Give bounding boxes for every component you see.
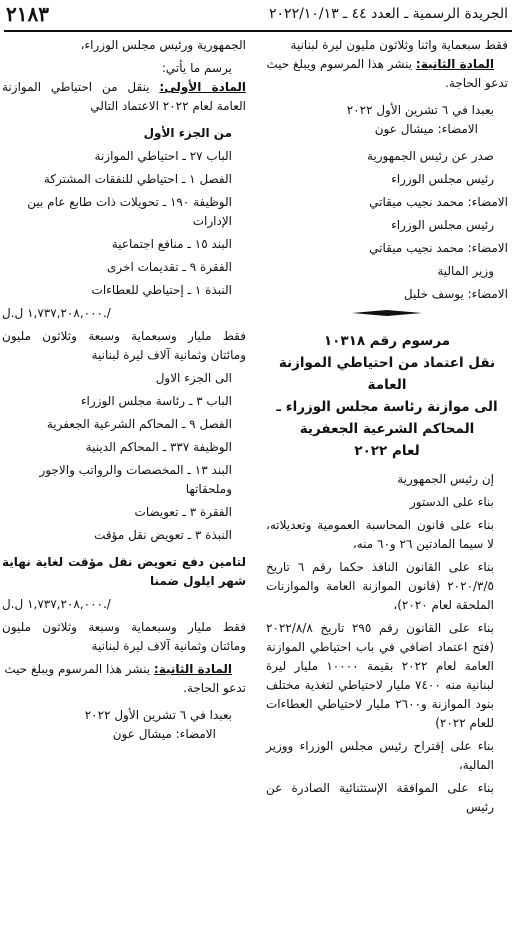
article-2-left-cont: تدعو الحاجة. xyxy=(183,681,246,695)
signature-pm: الامضاء: محمد نجيب ميقاتي xyxy=(369,195,508,209)
article-1 xyxy=(2,78,246,116)
article-2-left-text: ينشر هذا المرسوم ويبلغ حيث xyxy=(4,662,154,676)
decree-title-line-3: المحاكم الشرعية الجعفرية xyxy=(299,421,475,437)
part-1-heading: من الجزء الأول xyxy=(143,126,232,140)
item-15: البند ١٥ ـ منافع اجتماعية xyxy=(111,237,232,251)
amount-1: ١,٧٣٧,٢٠٨,٠٠٠ ل.ل./ xyxy=(2,306,111,320)
basis-constitution: بناء على الدستور xyxy=(410,495,494,509)
right-column xyxy=(266,36,508,817)
decree-title-line-2: الى موازنة رئاسة مجلس الوزراء ـ xyxy=(276,399,498,415)
subitem-3: النبذة ٣ ـ تعويض نقل مؤقت xyxy=(94,528,232,542)
basis-approval: بناء على الموافقة الإستثنائية الصادرة عن رئيس xyxy=(266,781,494,814)
basis-budget-law-2020: بناء على القانون النافذ حكما رقم ٦ تاريخ ٢٠٢٠/٣/٥ (قانون الموازنة العامة والموازنات الملحقة لعام ٢٠٢٠)، xyxy=(266,560,494,612)
decree-title-line-4: لعام ٢٠٢٢ xyxy=(354,443,420,459)
article-1-label: المادة الأولى: xyxy=(159,80,247,94)
amount-2-words: فقط مليار وسبعماية وسبعة وثلاثون مليون ومائتان وثمانية آلاف ليرة لبنانية xyxy=(2,620,246,653)
chapter-27: الباب ٢٧ ـ احتياطي الموازنة xyxy=(94,149,232,163)
pm-title-2: رئيس مجلس الوزراء xyxy=(391,218,494,232)
article-2 xyxy=(266,55,508,74)
purpose-statement: لتامين دفع تعويض نقل مؤقت لغاية نهاية شهر ايلول ضمنا xyxy=(2,555,246,588)
function-190: الوظيفة ١٩٠ ـ تحويلات ذات طابع عام بين الإدارات xyxy=(27,195,232,228)
amount-2: ١,٧٣٧,٢٠٨,٠٠٠ ل.ل./ xyxy=(2,597,111,611)
decree-title-line-1: نقل اعتماد من احتياطي الموازنة العامة xyxy=(278,355,496,393)
section-1: الفصل ١ ـ احتياطي للنفقات المشتركة xyxy=(43,172,232,186)
left-column xyxy=(2,36,246,744)
function-337: الوظيفة ٣٣٧ ـ المحاكم الدينية xyxy=(85,440,232,454)
issued-by: صدر عن رئيس الجمهورية xyxy=(366,149,494,163)
president-intro: إن رئيس الجمهورية xyxy=(397,472,494,486)
paragraph-9: الفقرة ٩ ـ تقديمات اخرى xyxy=(107,260,232,274)
page-header xyxy=(0,0,516,30)
article-2-cont: تدعو الحاجة. xyxy=(445,76,508,90)
ornament-divider xyxy=(352,310,422,316)
signing-date-left: بعبدا في ٦ تشرين الأول ٢٠٢٢ xyxy=(84,708,232,722)
finance-minister-title: وزير المالية xyxy=(437,264,494,278)
signing-date: بعبدا في ٦ تشرين الأول ٢٠٢٢ xyxy=(346,103,494,117)
paragraph-3: الفقرة ٣ ـ تعويضات xyxy=(134,505,232,519)
item-13: البند ١٣ ـ المخصصات والرواتب والاجور وملحقاتها xyxy=(39,463,232,496)
subitem-1: النبذة ١ ـ إحتياطي للعطاءات xyxy=(91,283,232,297)
decrees-following: يرسم ما يأتي: xyxy=(161,61,232,75)
section-9: الفصل ٩ ـ المحاكم الشرعية الجعفرية xyxy=(46,417,232,431)
pm-title: رئيس مجلس الوزراء xyxy=(391,172,494,186)
page-number: ٢١٨٣ xyxy=(6,2,49,26)
article-2-label: المادة الثانية: xyxy=(415,57,494,71)
article-2-text: ينشر هذا المرسوم ويبلغ حيث xyxy=(266,57,416,71)
signature-president: الامضاء: ميشال عون xyxy=(374,122,478,136)
decree-number: مرسوم رقم ١٠٣١٨ xyxy=(323,333,451,349)
to-part-1: الى الجزء الاول xyxy=(155,371,232,385)
signature-president-left: الامضاء: ميشال عون xyxy=(112,727,216,741)
gazette-header-title: الجريدة الرسمية ـ العدد ٤٤ ـ ٢٠٢٢/١٠/١٣ xyxy=(269,6,508,22)
approval-cont: الجمهورية ورئيس مجلس الوزراء، xyxy=(80,38,246,52)
article-2-left xyxy=(2,660,246,679)
basis-law-295: بناء على القانون رقم ٢٩٥ تاريخ ٢٠٢٢/٨/٨ (فتح اعتماد اضافي في باب احتياطي الموازنة العامة لعام ٢٠٢٢ بقيمة ١٠٠٠٠ مليار ليرة لبنانية منه ٧٤٠٠ مليار لاحتياطي لتغذية مختلف بنود الموازنة و٢٦٠٠ مليار لاحتياطي العطاءات للعام ٢٠٢٢) xyxy=(266,621,494,730)
chapter-3: الباب ٣ ـ رئاسة مجلس الوزراء xyxy=(80,394,232,408)
signature-pm-2: الامضاء: محمد نجيب ميقاتي xyxy=(369,241,508,255)
amount-words-line: فقط سبعماية واثنا وثلاثون مليون ليرة لبنانية xyxy=(290,38,508,52)
basis-accounting-law: بناء على قانون المحاسبة العمومية وتعديلاته، لا سيما المادتين ٢٦ و٦٠ منه، xyxy=(266,518,494,551)
amount-1-words: فقط مليار وسبعماية وسبعة وثلاثون مليون ومائتان وثمانية آلاف ليرة لبنانية xyxy=(2,329,246,362)
signature-finance: الامضاء: يوسف خليل xyxy=(403,287,508,301)
header-rule xyxy=(4,30,512,32)
article-2-left-label: المادة الثانية: xyxy=(153,662,232,676)
basis-proposal: بناء على إقتراح رئيس مجلس الوزراء ووزير المالية، xyxy=(266,739,494,772)
article-1-text: ينقل من احتياطي الموازنة العامة لعام ٢٠٢٢ الاعتماد التالي xyxy=(2,80,246,113)
